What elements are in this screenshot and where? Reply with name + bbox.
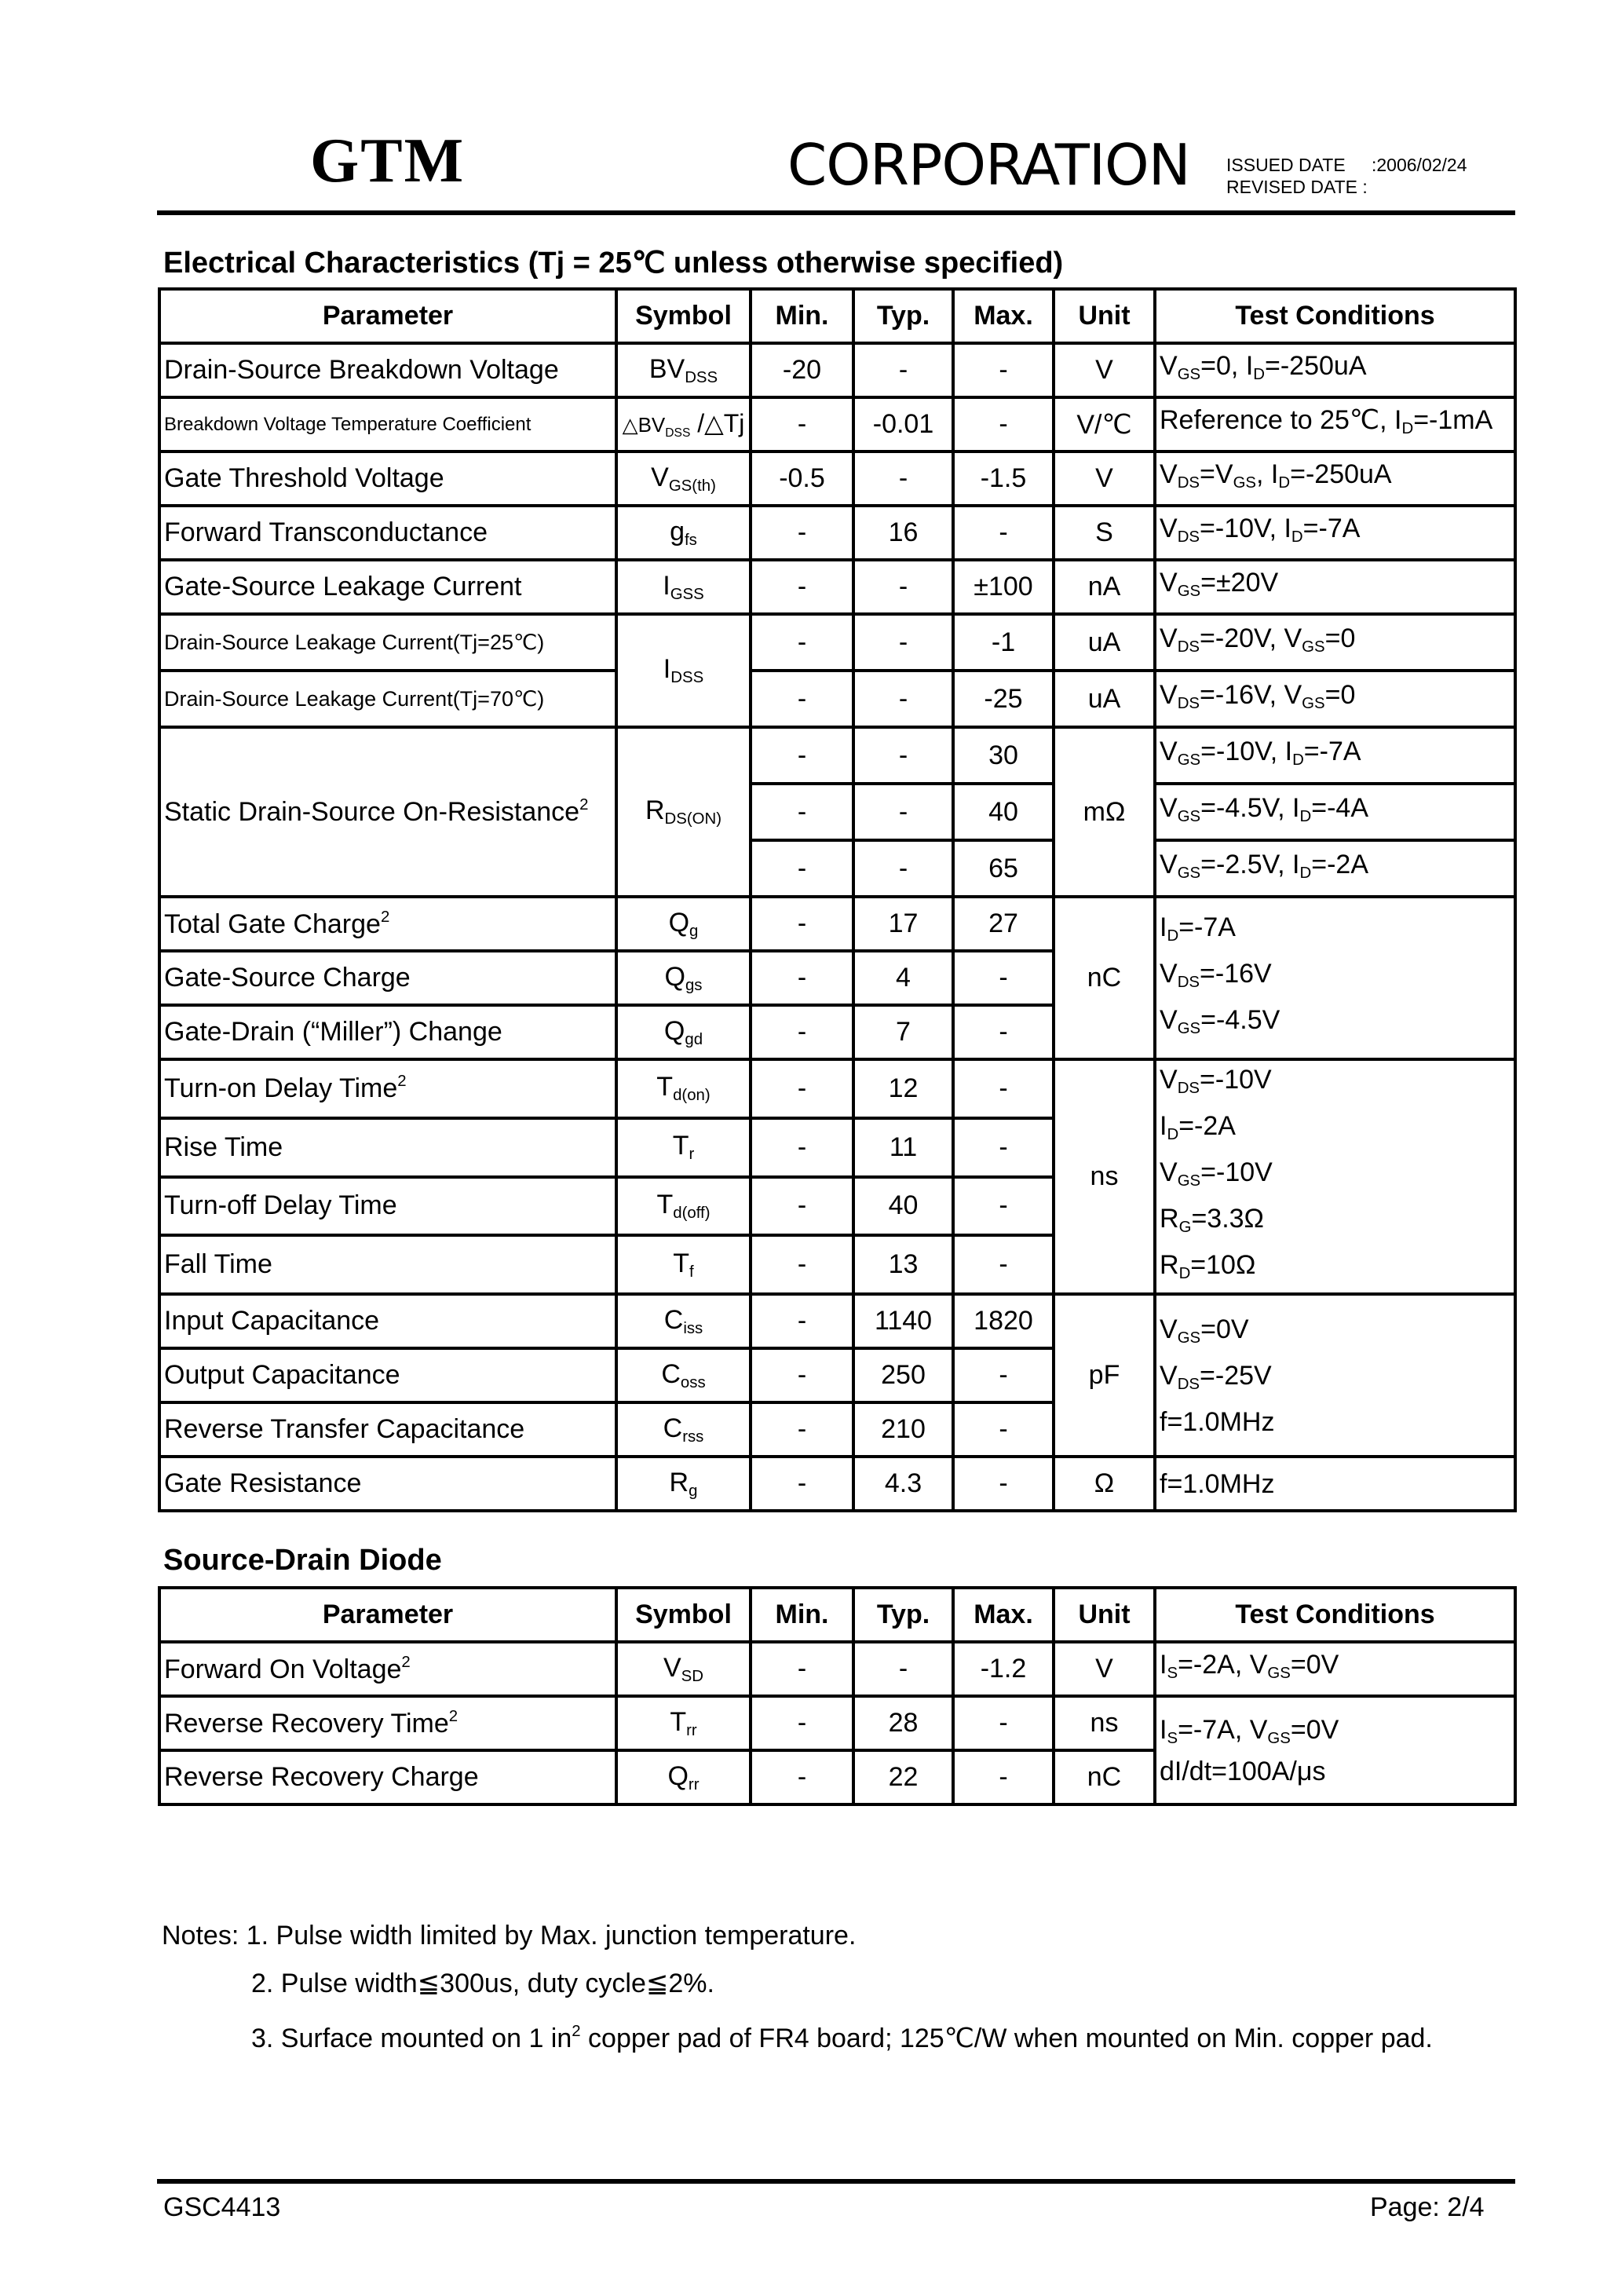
table-row (159, 614, 1515, 671)
param-cell: Breakdown Voltage Temperature Coefficient (159, 397, 616, 452)
unit-cell: Ω (1054, 1457, 1155, 1511)
table-row (159, 1294, 1515, 1348)
symbol-cell: $T_{d(on)}$ (616, 1059, 751, 1118)
note-1: Notes: 1. Pulse width limited by Max. junction temperature. (162, 1921, 857, 1951)
condition-cell: f=1.0MHz (1155, 1457, 1515, 1511)
param-cell: Total Gate Charge$^2$ (159, 897, 616, 951)
typ-cell: - (853, 840, 953, 897)
symbol-cell: $T_r$ (616, 1118, 751, 1177)
param-cell: Static Drain-Source On-Resistance$^2$ (159, 727, 616, 897)
col-symbol: Symbol (616, 1588, 751, 1642)
max-cell: - (953, 1457, 1054, 1511)
condition-cell: $I_D=-7A$ $V_{DS}=-16V$ $V_{GS}=-4.5V$ (1155, 897, 1515, 1059)
unit-cell: mΩ (1054, 727, 1155, 897)
condition-cell: $V_{DS}=-10V$ $I_D=-2A$ $V_{GS}=-10V$ $R_G=3.3\Omega$ $R_D=10\Omega$ (1155, 1059, 1515, 1294)
corporation-title: CORPORATION (787, 132, 1190, 198)
typ-cell: 250 (853, 1348, 953, 1402)
notes (162, 1912, 1433, 2063)
col-typ: Typ. (853, 1588, 953, 1642)
condition-cell: Reference to 25℃, $I_D=-1mA$ (1155, 397, 1515, 452)
unit-cell: ns (1054, 1696, 1155, 1750)
col-test-conditions: Test Conditions (1155, 289, 1515, 343)
min-cell: - (751, 784, 853, 840)
unit-cell: V/℃ (1054, 397, 1155, 452)
max-cell: - (953, 1177, 1054, 1236)
table-header-row (159, 1588, 1515, 1642)
table-row (159, 897, 1515, 951)
param-cell: Gate-Drain (“Miller”) Change (159, 1005, 616, 1059)
max-cell: - (953, 951, 1054, 1005)
condition-cell: $V_{GS}=0V$ $V_{DS}=-25V$ f=1.0MHz (1155, 1294, 1515, 1457)
max-cell: - (953, 1348, 1054, 1402)
max-cell: - (953, 397, 1054, 452)
max-cell: - (953, 1402, 1054, 1457)
revised-date-label: REVISED DATE : (1226, 177, 1368, 197)
condition-cell: $V_{DS}=V_{GS}$, $I_D=-250uA$ (1155, 452, 1515, 506)
min-cell: - (751, 1005, 853, 1059)
table-row (159, 727, 1515, 784)
symbol-cell: $I_{GSS}$ (616, 560, 751, 614)
param-cell: Reverse Transfer Capacitance (159, 1402, 616, 1457)
symbol-cell: $C_{iss}$ (616, 1294, 751, 1348)
condition-cell: $V_{GS}=-2.5V$, $I_D=-2A$ (1155, 840, 1515, 897)
min-cell: - (751, 727, 853, 784)
typ-cell: 1140 (853, 1294, 953, 1348)
max-cell: -1 (953, 614, 1054, 671)
symbol-cell: $Q_{gd}$ (616, 1005, 751, 1059)
unit-cell: nA (1054, 560, 1155, 614)
condition-cell: $V_{DS}=-16V$, $V_{GS}=0$ (1155, 671, 1515, 727)
symbol-cell: $\triangle BV_{DSS}$ /△Tj (616, 397, 751, 452)
footer-rule (157, 2179, 1515, 2184)
table-row (159, 1059, 1515, 1118)
param-cell: Turn-on Delay Time$^2$ (159, 1059, 616, 1118)
min-cell: - (751, 614, 853, 671)
min-cell: - (751, 671, 853, 727)
max-cell: 30 (953, 727, 1054, 784)
table-row (159, 1696, 1515, 1750)
col-typ: Typ. (853, 289, 953, 343)
unit-cell: pF (1054, 1294, 1155, 1457)
param-cell: Gate Threshold Voltage (159, 452, 616, 506)
param-cell: Output Capacitance (159, 1348, 616, 1402)
typ-cell: 4.3 (853, 1457, 953, 1511)
unit-cell: nC (1054, 1750, 1155, 1804)
max-cell: -1.5 (953, 452, 1054, 506)
table-row (159, 671, 1515, 727)
typ-cell: 13 (853, 1235, 953, 1294)
min-cell: - (751, 1059, 853, 1118)
param-cell: Input Capacitance (159, 1294, 616, 1348)
unit-cell: uA (1054, 614, 1155, 671)
condition-cell: $V_{GS}=0$, $I_D=-250uA$ (1155, 343, 1515, 397)
issued-date-value: :2006/02/24 (1372, 155, 1467, 175)
max-cell: 40 (953, 784, 1054, 840)
param-cell: Forward On Voltage$^2$ (159, 1642, 616, 1696)
typ-cell: 22 (853, 1750, 953, 1804)
min-cell: - (751, 951, 853, 1005)
param-cell: Gate Resistance (159, 1457, 616, 1511)
param-cell: Forward Transconductance (159, 506, 616, 560)
page-number: Page: 2/4 (1370, 2192, 1485, 2222)
min-cell: - (751, 1750, 853, 1804)
col-max: Max. (953, 289, 1054, 343)
table-row (159, 1642, 1515, 1696)
min-cell: - (751, 840, 853, 897)
max-cell: - (953, 1696, 1054, 1750)
min-cell: - (751, 1235, 853, 1294)
min-cell: -0.5 (751, 452, 853, 506)
symbol-cell: $g_{fs}$ (616, 506, 751, 560)
typ-cell: - (853, 1642, 953, 1696)
unit-cell: V (1054, 452, 1155, 506)
symbol-cell: $V_{GS(th)}$ (616, 452, 751, 506)
col-parameter: Parameter (159, 1588, 616, 1642)
min-cell: - (751, 1118, 853, 1177)
col-max: Max. (953, 1588, 1054, 1642)
min-cell: -20 (751, 343, 853, 397)
condition-cell: $V_{DS}=-10V$, $I_D=-7A$ (1155, 506, 1515, 560)
typ-cell: 11 (853, 1118, 953, 1177)
col-min: Min. (751, 1588, 853, 1642)
diode-title: Source-Drain Diode (163, 1544, 442, 1577)
param-cell: Turn-off Delay Time (159, 1177, 616, 1236)
typ-cell: - (853, 560, 953, 614)
unit-cell: ns (1054, 1059, 1155, 1294)
min-cell: - (751, 1177, 853, 1236)
max-cell: - (953, 343, 1054, 397)
unit-cell: uA (1054, 671, 1155, 727)
unit-cell: S (1054, 506, 1155, 560)
max-cell: 1820 (953, 1294, 1054, 1348)
min-cell: - (751, 897, 853, 951)
note-3: 3. Surface mounted on 1 $in^2$ copper pad of FR4 board; 125℃/W when mounted on Min. copper pad. (251, 2023, 1433, 2053)
max-cell: - (953, 1750, 1054, 1804)
min-cell: - (751, 1696, 853, 1750)
max-cell: 65 (953, 840, 1054, 897)
param-cell: Drain-Source Leakage Current(Tj=70℃) (159, 671, 616, 727)
note-2: 2. Pulse width≦300us, duty cycle≦2%. (251, 1969, 714, 1998)
typ-cell: - (853, 614, 953, 671)
typ-cell: - (853, 452, 953, 506)
typ-cell: - (853, 671, 953, 727)
symbol-cell: $T_f$ (616, 1235, 751, 1294)
condition-cell: $V_{GS}=-10V$, $I_D=-7A$ (1155, 727, 1515, 784)
max-cell: -1.2 (953, 1642, 1054, 1696)
max-cell: -25 (953, 671, 1054, 727)
col-parameter: Parameter (159, 289, 616, 343)
table-row (159, 343, 1515, 397)
table-row (159, 1457, 1515, 1511)
symbol-cell: $C_{rss}$ (616, 1402, 751, 1457)
typ-cell: - (853, 784, 953, 840)
symbol-cell: $I_{DSS}$ (616, 614, 751, 727)
typ-cell: 210 (853, 1402, 953, 1457)
param-cell: Fall Time (159, 1235, 616, 1294)
condition-cell: $V_{GS}=-4.5V$, $I_D=-4A$ (1155, 784, 1515, 840)
table-header-row (159, 289, 1515, 343)
min-cell: - (751, 1348, 853, 1402)
param-cell: Reverse Recovery Charge (159, 1750, 616, 1804)
symbol-cell: $T_{rr}$ (616, 1696, 751, 1750)
max-cell: - (953, 1235, 1054, 1294)
param-cell: Gate-Source Leakage Current (159, 560, 616, 614)
min-cell: - (751, 1457, 853, 1511)
symbol-cell: $R_{DS(ON)}$ (616, 727, 751, 897)
min-cell: - (751, 1402, 853, 1457)
unit-cell: V (1054, 343, 1155, 397)
typ-cell: 7 (853, 1005, 953, 1059)
company-logo: GTM (310, 126, 466, 196)
table-row (159, 397, 1515, 452)
symbol-cell: $R_g$ (616, 1457, 751, 1511)
max-cell: ±100 (953, 560, 1054, 614)
col-min: Min. (751, 289, 853, 343)
typ-cell: - (853, 727, 953, 784)
min-cell: - (751, 1642, 853, 1696)
param-cell: Drain-Source Breakdown Voltage (159, 343, 616, 397)
symbol-cell: $BV_{DSS}$ (616, 343, 751, 397)
max-cell: - (953, 1005, 1054, 1059)
symbol-cell: $Q_{gs}$ (616, 951, 751, 1005)
typ-cell: 16 (853, 506, 953, 560)
max-cell: - (953, 506, 1054, 560)
symbol-cell: $Q_{rr}$ (616, 1750, 751, 1804)
typ-cell: 28 (853, 1696, 953, 1750)
min-cell: - (751, 397, 853, 452)
electrical-title: Electrical Characteristics (Tj = 25℃ unless otherwise specified) (163, 247, 1064, 280)
typ-cell: 12 (853, 1059, 953, 1118)
param-cell: Gate-Source Charge (159, 951, 616, 1005)
issued-date-label: ISSUED DATE (1226, 155, 1346, 175)
min-cell: - (751, 560, 853, 614)
condition-cell: $V_{DS}=-20V$, $V_{GS}=0$ (1155, 614, 1515, 671)
max-cell: 27 (953, 897, 1054, 951)
symbol-cell: $Q_g$ (616, 897, 751, 951)
table-row (159, 506, 1515, 560)
diode-table (158, 1586, 1517, 1806)
max-cell: - (953, 1118, 1054, 1177)
param-cell: Reverse Recovery Time$^2$ (159, 1696, 616, 1750)
condition-cell: $I_S=-7A$, $V_{GS}=0V$ dI/dt=100A/μs (1155, 1696, 1515, 1804)
param-cell: Rise Time (159, 1118, 616, 1177)
col-unit: Unit (1054, 289, 1155, 343)
col-unit: Unit (1054, 1588, 1155, 1642)
symbol-cell: $T_{d(off)}$ (616, 1177, 751, 1236)
typ-cell: -0.01 (853, 397, 953, 452)
unit-cell: nC (1054, 897, 1155, 1059)
condition-cell: $V_{GS}=\pm 20V$ (1155, 560, 1515, 614)
typ-cell: 4 (853, 951, 953, 1005)
condition-cell: $I_S=-2A$, $V_{GS}=0V$ (1155, 1642, 1515, 1696)
max-cell: - (953, 1059, 1054, 1118)
col-symbol: Symbol (616, 289, 751, 343)
issue-dates (1226, 154, 1467, 198)
param-cell: Drain-Source Leakage Current(Tj=25℃) (159, 614, 616, 671)
electrical-table (158, 287, 1517, 1512)
col-test-conditions: Test Conditions (1155, 1588, 1515, 1642)
typ-cell: - (853, 343, 953, 397)
min-cell: - (751, 1294, 853, 1348)
typ-cell: 17 (853, 897, 953, 951)
table-row (159, 452, 1515, 506)
symbol-cell: $V_{SD}$ (616, 1642, 751, 1696)
min-cell: - (751, 506, 853, 560)
symbol-cell: $C_{oss}$ (616, 1348, 751, 1402)
unit-cell: V (1054, 1642, 1155, 1696)
table-row (159, 560, 1515, 614)
part-number: GSC4413 (163, 2192, 281, 2222)
typ-cell: 40 (853, 1177, 953, 1236)
